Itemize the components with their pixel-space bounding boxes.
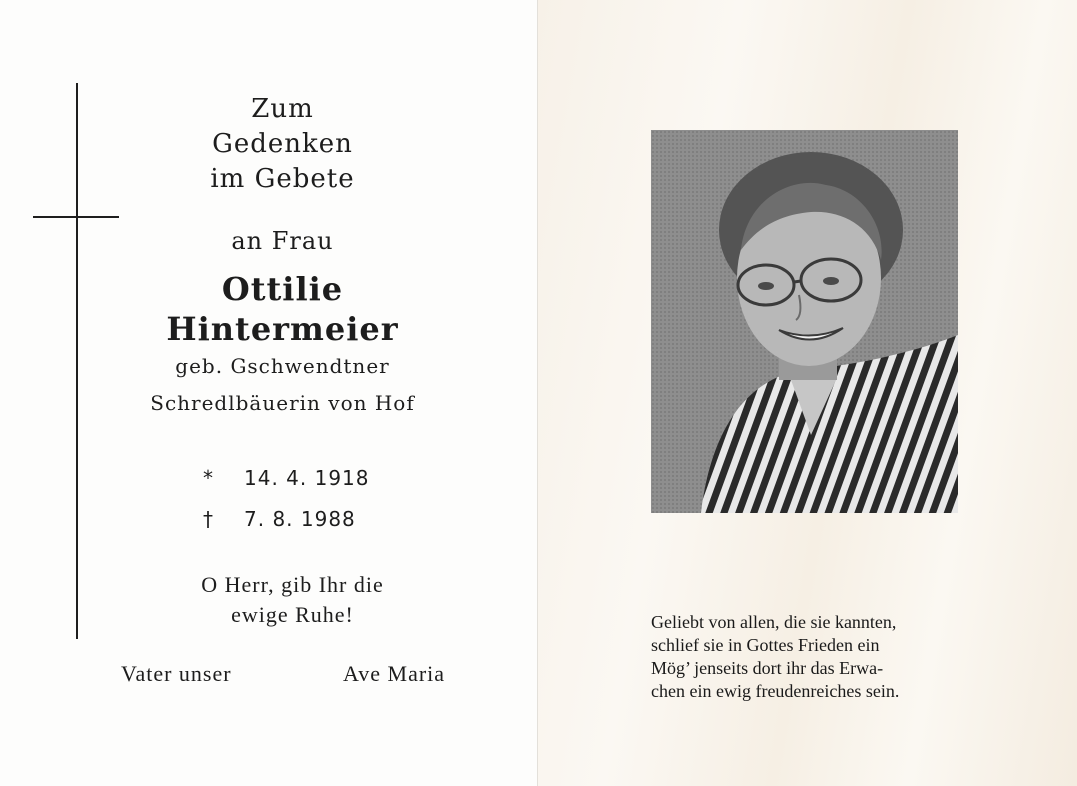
cross-vertical-bar: [76, 83, 78, 639]
death-date: 7. 8. 1988: [244, 507, 356, 531]
last-name: Hintermeier: [166, 310, 399, 348]
maiden-name: geb. Gschwendtner: [175, 354, 390, 378]
poem-line-2: schlief sie in Gottes Frieden ein: [651, 635, 880, 655]
heading-line-3: im Gebete: [210, 164, 355, 194]
prayer-line-2: ewige Ruhe!: [231, 602, 354, 627]
left-panel: [0, 0, 538, 786]
poem-line-1: Geliebt von allen, die sie kannten,: [651, 612, 897, 632]
heading-line-2: Gedenken: [212, 129, 353, 159]
portrait-illustration: [651, 130, 958, 513]
poem-line-3: Mög’ jenseits dort ihr das Erwa-: [651, 658, 884, 678]
farm-title: Schredlbäuerin von Hof: [150, 391, 415, 415]
memorial-heading: [160, 92, 405, 197]
prayer-ave-maria: Ave Maria: [343, 661, 446, 686]
portrait-photo: [651, 130, 958, 513]
birth-symbol: *: [203, 466, 214, 490]
prayer-text: [150, 570, 435, 630]
memorial-poem: [651, 611, 971, 703]
heading-line-1: Zum: [251, 94, 314, 124]
dedication-line: an Frau: [231, 227, 334, 255]
prayer-vater-unser: Vater unser: [121, 661, 232, 686]
birth-date: 14. 4. 1918: [244, 466, 370, 490]
cross-horizontal-bar: [33, 216, 119, 218]
first-name: Ottilie: [221, 270, 344, 308]
death-symbol: †: [203, 507, 214, 531]
poem-line-4: chen ein ewig freudenreiches sein.: [651, 681, 900, 701]
prayer-line-1: O Herr, gib Ihr die: [201, 572, 384, 597]
